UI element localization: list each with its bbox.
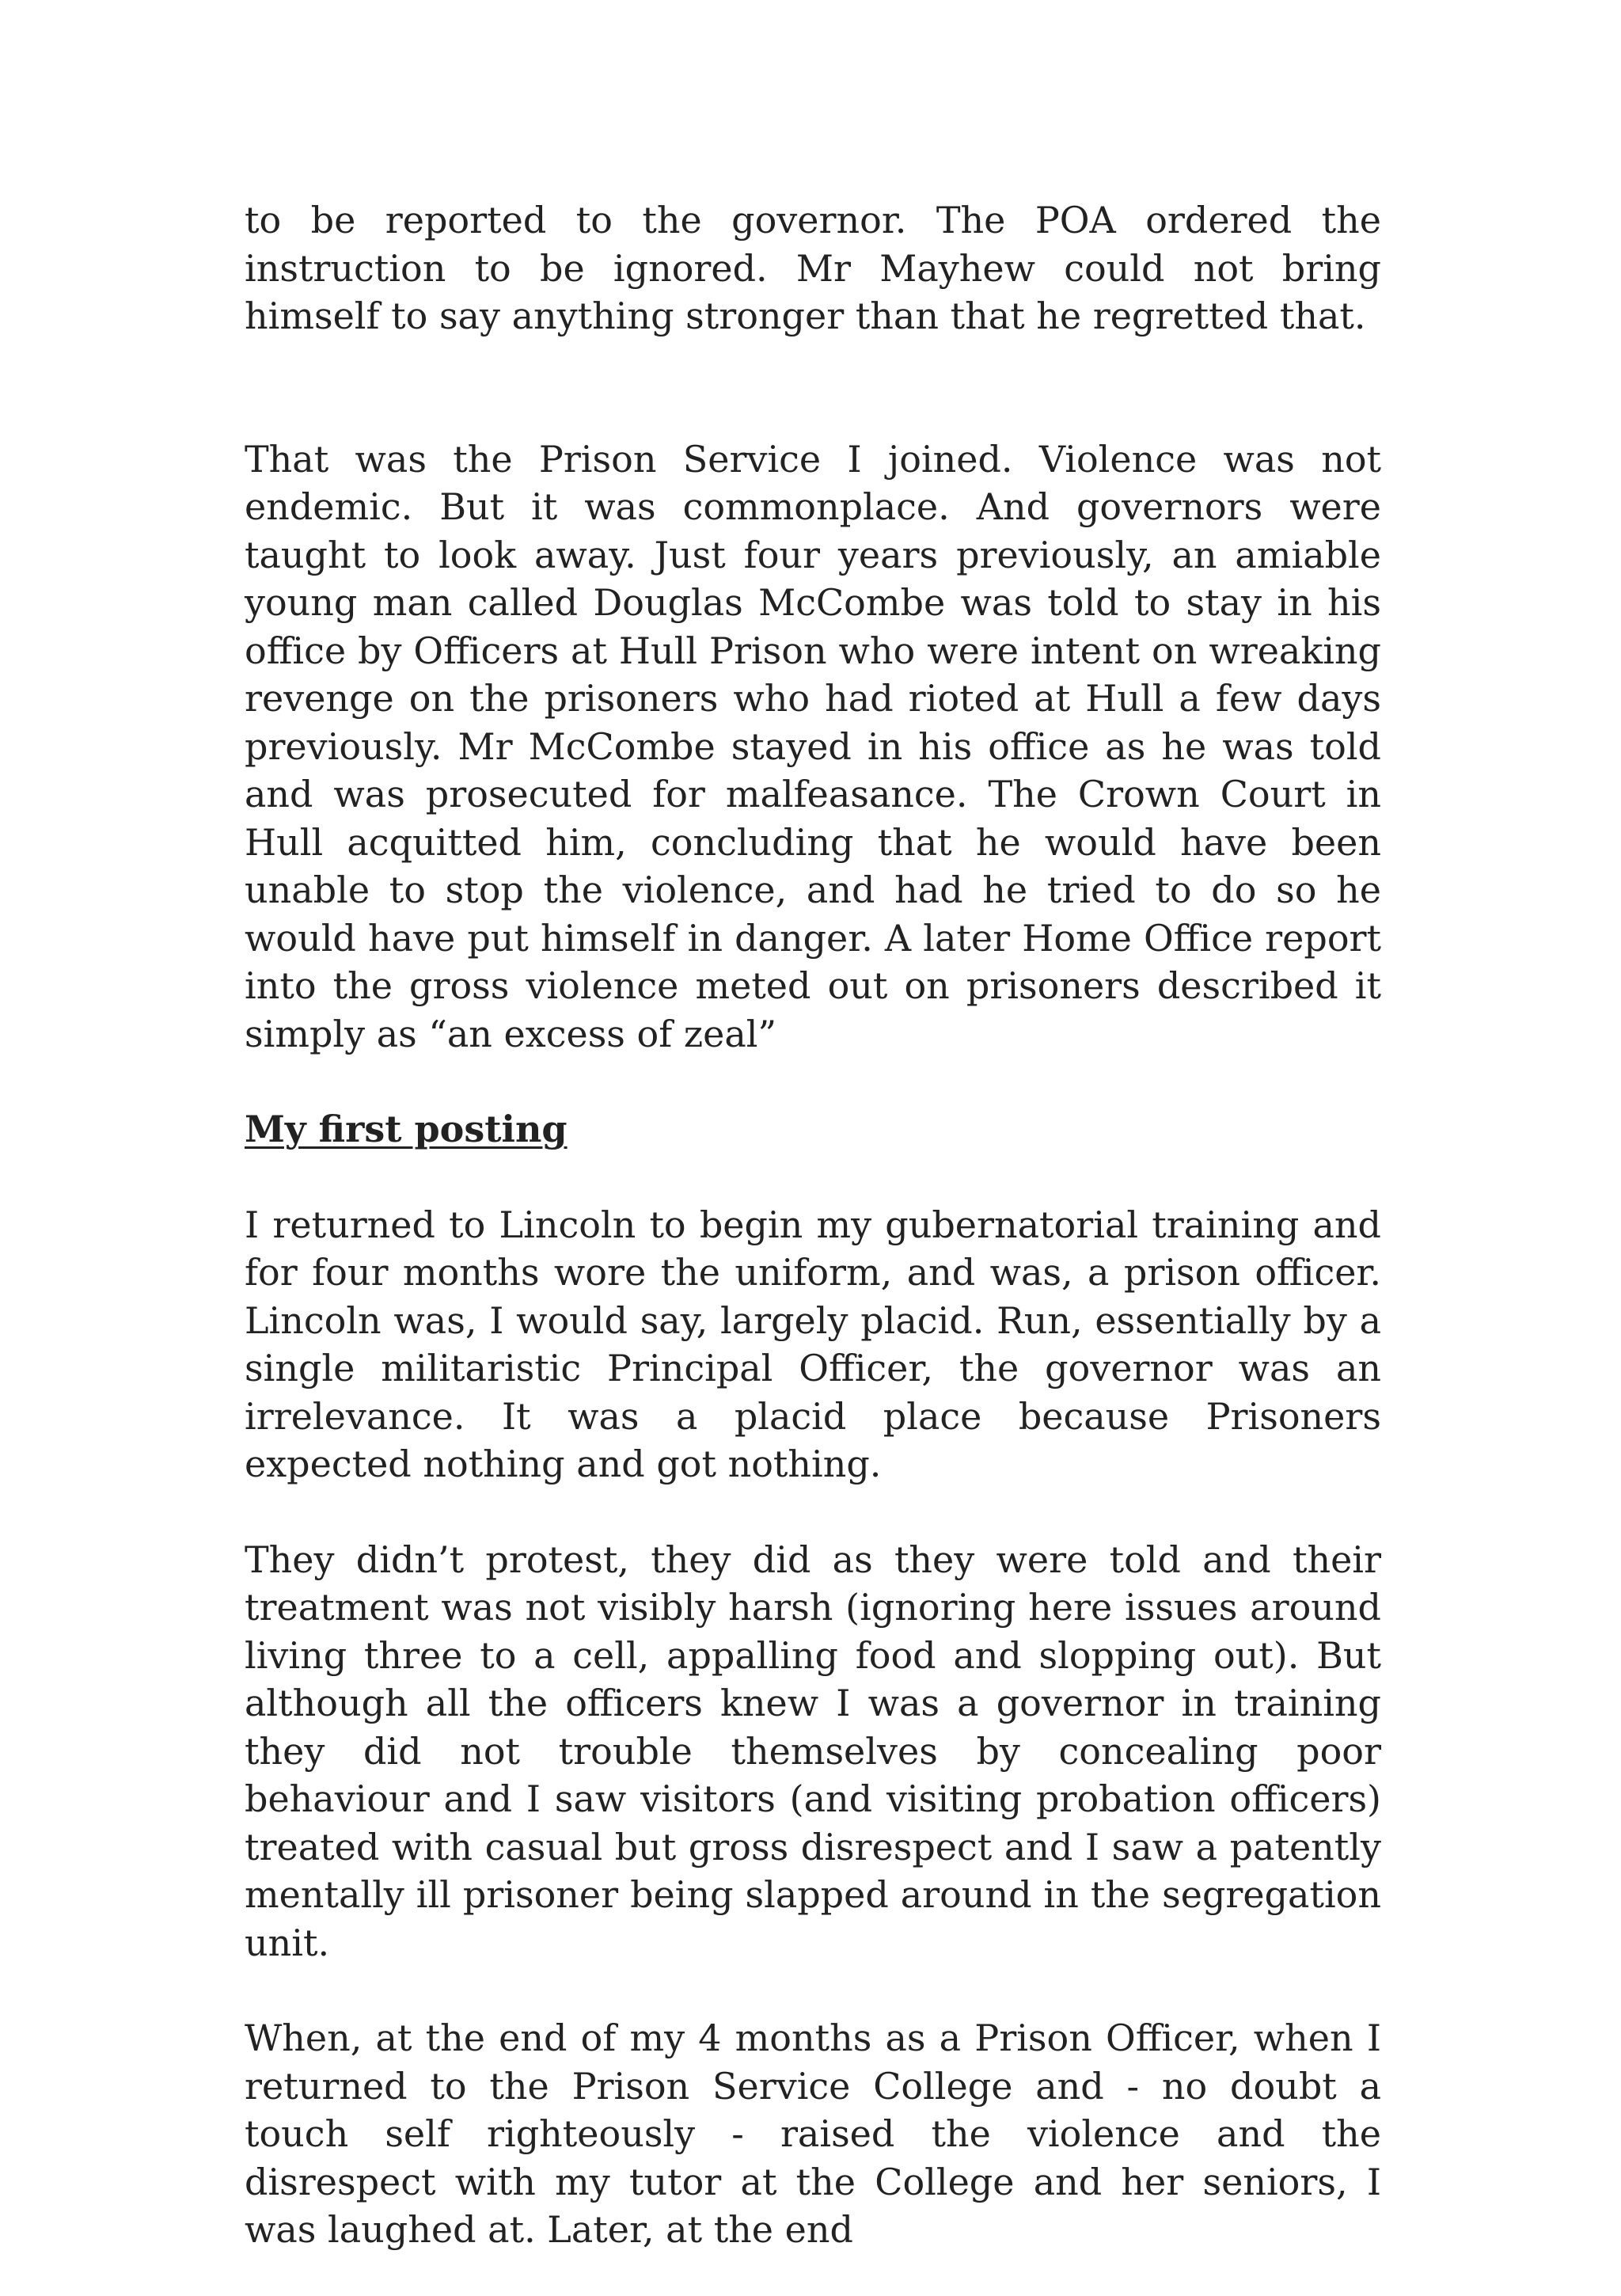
body-text [245, 196, 1381, 2254]
paragraph-spacer [245, 1488, 1381, 1536]
paragraph-college: When, at the end of my 4 months as a Prison Officer, when I returned to the Prison Service College and - no doubt a touch self righteously - raised the violence and the disrespect with my tutor at the College and her seniors, I was laughed at. Later, at the end [245, 2017, 1381, 2251]
paragraph-prison-service: That was the Prison Service I joined. Violence was not endemic. But it was commonplace. And governors were taught to look away. Just four years previously, an amiable young man called Douglas McCombe was told to stay in his office by Officers at Hull Prison who were intent on wreaking revenge on the prisoners who had rioted at Hull a few days previously. Mr McCombe stayed in his office as he was told and was prosecuted for malfeasance. The Crown Court in Hull acquitted him, concluding that he would have been unable to stop the violence, and had he tried to do so he would have put himself in danger. A later Home Office report into the gross violence meted out on prisoners described it simply as “an excess of zeal” [245, 437, 1381, 1055]
section-heading: My first posting [245, 1108, 568, 1150]
paragraph-continuation: to be reported to the governor. The POA ordered the instruction to be ignored. Mr Mayhew could not bring himself to say anything stronger than that he regretted that. [245, 199, 1381, 337]
paragraph-treatment: They didn’t protest, they did as they were told and their treatment was not visibly harsh (ignoring here issues around living three to a cell, appalling food and slopping out). But although all the officers knew I was a governor in training they did not trouble themselves by concealing poor behaviour and I saw visitors (and visiting probation officers) treated with casual but gross disrespect and I saw a patently mentally ill prisoner being slapped around in the segregation unit. [245, 1538, 1381, 1964]
paragraph-spacer [245, 340, 1381, 435]
paragraph-spacer [245, 1154, 1381, 1201]
paragraph-lincoln: I returned to Lincoln to begin my gubernatorial training and for four months wore the uniform, and was, a prison officer. Lincoln was, I would say, largely placid. Run, essentially by a single militaristic Principal Officer, the governor was an irrelevance. It was a placid place because Prisoners expected nothing and got nothing. [245, 1203, 1381, 1485]
paragraph-spacer [245, 1967, 1381, 2014]
paragraph-spacer [245, 1058, 1381, 1105]
